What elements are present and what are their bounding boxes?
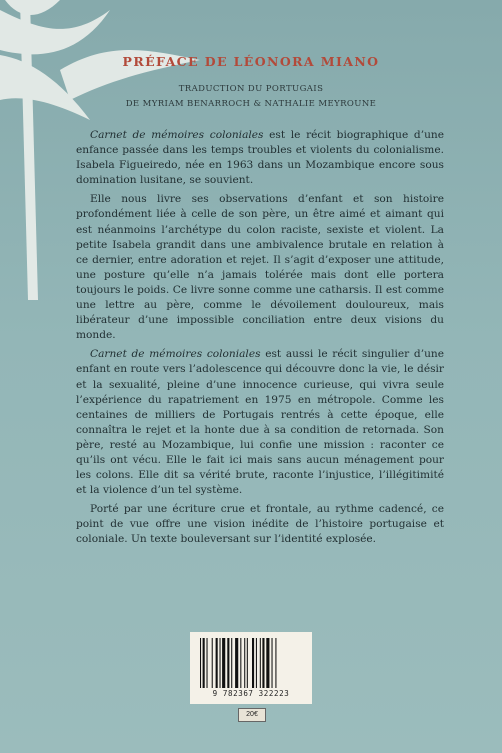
barcode-bar (244, 638, 245, 688)
blurb-paragraph: Carnet de mémoires coloniales est le récit biographique d’une enfance passée dans les temps troubles et violents du colonialisme. Isabela Figueiredo, née en 1963 dans un Mozambique encore sous domination lusitane, se souvient. (76, 129, 444, 187)
barcode-bar (260, 638, 261, 688)
barcode-bar (207, 638, 208, 688)
credit-line: DE MYRIAM BENARROCH & NATHALIE MEYROUNE (125, 99, 377, 109)
isbn-number: 9 782367 322223 (212, 689, 290, 698)
barcode-bar (240, 638, 241, 688)
barcode-bar (231, 638, 232, 688)
blurb-paragraph: Elle nous livre ses observations d’enfant et son histoire profondément liée à celle de son père, un être aimé et aimant qui est néanmoins l’archétype du colon raciste, sexiste et violent. La petite Isabela grandit dans une ambivalence brutale en relation à ce dernier, entre adoration et rejet. Il s’agit d’exposer une attitude, une posture qu’elle n’a jamais tolérée mais dont elle portera toujours le poids. Ce livre sonne comme une catharsis. Il est comme une lettre au père, comme le dévoilement douloureux, mais libérateur d’une impossible conciliation entre deux visions du monde. (76, 193, 444, 342)
barcode-bars (198, 638, 304, 688)
barcode-bar (216, 638, 218, 688)
book-title-italic: Carnet de mémoires coloniales (90, 348, 261, 361)
book-title-italic: Carnet de mémoires coloniales (90, 129, 264, 141)
price-tag: 20€ (238, 708, 266, 722)
barcode-bar (200, 638, 201, 688)
barcode-bar (220, 638, 221, 688)
barcode-bar (212, 638, 213, 688)
blurb-text (76, 128, 444, 552)
barcode-bar (266, 638, 269, 688)
preface-heading: PRÉFACE DE LÉONORA MIANO (122, 54, 380, 69)
blurb-paragraph: Porté par une écriture crue et frontale, au rythme cadencé, ce point de vue offre une vision inédite de l’histoire portugaise et coloniale. Un texte bouleversant sur l’identité explosée. (76, 503, 444, 546)
blurb-paragraph: Carnet de mémoires coloniales est aussi le récit singulier d’une enfant en route vers l’adolescence qui découvre donc la vie, le désir et la sexualité, pleine d’une innocence curieuse, qui vivra seule l’expérience du rapatriement en 1975 en métropole. Comme les centaines de milliers de Portugais rentrés à cette époque, elle connaîtra le rejet et la honte due à sa condition de retornada. Son père, resté au Mozambique, lui confie une mission : raconter ce qu’ils ont vécu. Elle le fait ici mais sans aucun ménagement pour les colons. Elle dit sa vérité brute, raconte l’injustice, l’illégitimité et la violence d’un tel système. (76, 348, 444, 497)
credit-line: TRADUCTION DU PORTUGAIS (178, 84, 324, 94)
barcode-bar (235, 638, 238, 688)
translation-credits (0, 82, 502, 112)
barcode (190, 632, 312, 704)
barcode-bar (203, 638, 205, 688)
barcode-bar (256, 638, 257, 688)
barcode-bar (275, 638, 276, 688)
barcode-bar (272, 638, 273, 688)
barcode-bar (227, 638, 229, 688)
barcode-bar (247, 638, 248, 688)
barcode-bar (222, 638, 225, 688)
barcode-bar (252, 638, 254, 688)
barcode-bar (262, 638, 264, 688)
